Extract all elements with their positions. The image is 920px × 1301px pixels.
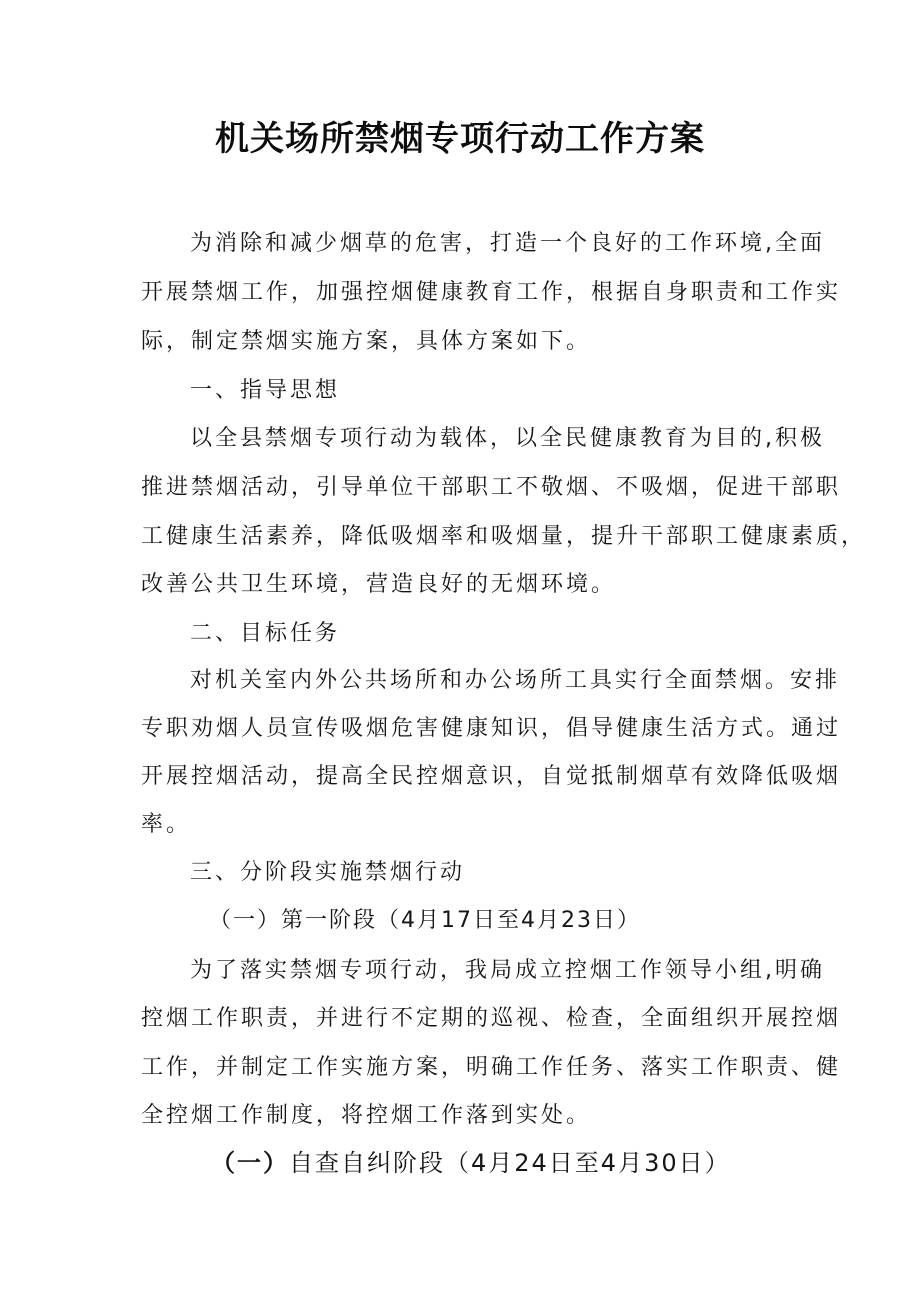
paragraph-phase1-line-1: 为了落实禁烟专项行动，我局成立控烟工作领导小组,明确 [190,958,825,983]
subsection-title: 自查自纠阶段（4月24日至4月30日） [289,1149,731,1177]
subsection-number: （一） [211,1149,289,1177]
section-heading-phases: 三、分阶段实施禁烟行动 [190,860,466,885]
paragraph-intro-line-2: 开展禁烟工作，加强控烟健康教育工作，根据自身职责和工作实 [141,280,842,305]
paragraph-guiding-line-2: 推进禁烟活动，引导单位干部职工不敬烟、不吸烟，促进干部职 [141,475,842,500]
subsection-heading-self-check [211,1148,731,1178]
subsection-heading-phase-1: （一）第一阶段（4月17日至4月23日） [209,908,641,933]
paragraph-goals-line-1: 对机关室内外公共场所和办公场所工具实行全面禁烟。安排 [190,668,841,693]
paragraph-goals-line-2: 专职劝烟人员宣传吸烟危害健康知识，倡导健康生活方式。通过 [141,716,842,741]
section-heading-guiding-thought: 一、指导思想 [190,378,341,403]
paragraph-guiding-line-4: 改善公共卫生环境，营造良好的无烟环境。 [141,572,617,597]
paragraph-phase1-line-3: 工作，并制定工作实施方案，明确工作任务、落实工作职责、健 [141,1055,842,1080]
paragraph-goals-line-3: 开展控烟活动，提高全民控烟意识，自觉抵制烟草有效降低吸烟 [141,764,842,789]
paragraph-phase1-line-4: 全控烟工作制度，将控烟工作落到实处。 [141,1103,592,1128]
paragraph-intro-line-1: 为消除和减少烟草的危害，打造一个良好的工作环境,全面 [190,231,825,256]
paragraph-intro-line-3: 际，制定禁烟实施方案，具体方案如下。 [141,329,592,354]
paragraph-guiding-line-1: 以全县禁烟专项行动为载体，以全民健康教育为目的,积极 [190,426,825,451]
section-heading-goals: 二、目标任务 [190,621,341,646]
paragraph-guiding-line-3: 工健康生活素养，降低吸烟率和吸烟量，提升干部职工健康素质， [141,524,867,549]
paragraph-goals-line-4: 率。 [141,812,192,837]
document-title: 机关场所禁烟专项行动工作方案 [215,119,705,159]
paragraph-phase1-line-2: 控烟工作职责，并进行不定期的巡视、检查，全面组织开展控烟 [141,1006,842,1031]
